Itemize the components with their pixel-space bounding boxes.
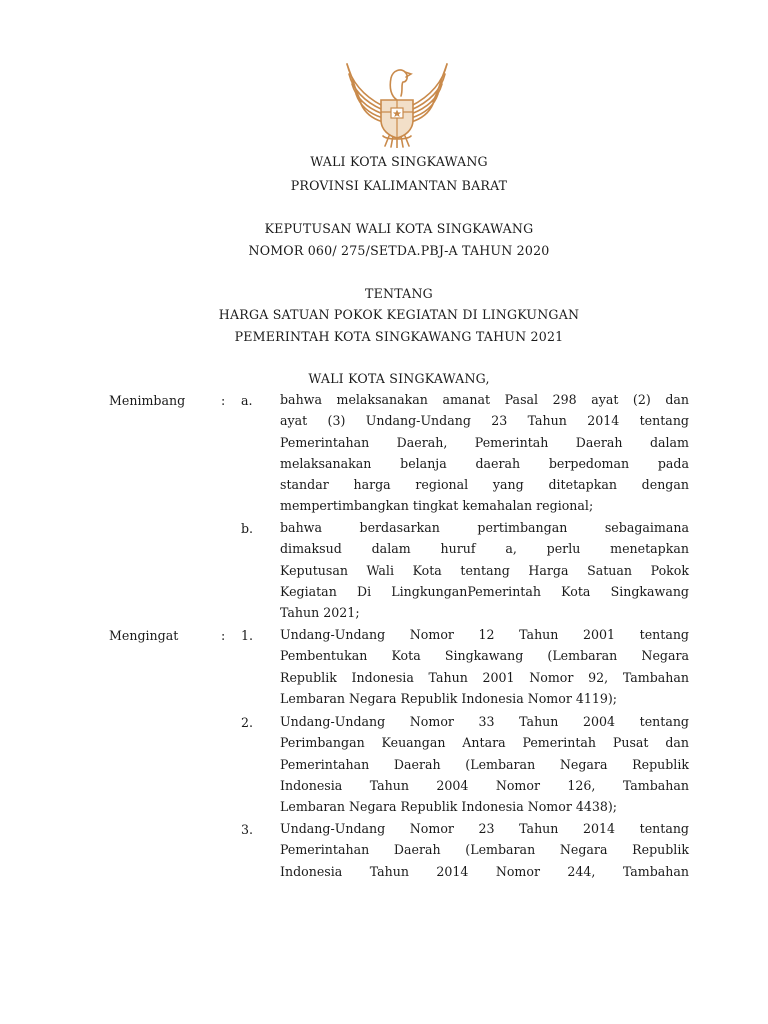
mengingat-item-2 bbox=[280, 711, 689, 817]
text-line: ayat (3) Undang-Undang 23 Tahun 2014 tentang bbox=[280, 413, 689, 429]
text-line: Kegiatan Di LingkunganPemerintah Kota Singkawang bbox=[280, 583, 689, 599]
text-line: Undang-Undang Nomor 12 Tahun 2001 tentang bbox=[280, 627, 689, 642]
text-line: melaksanakan belanja daerah berpedoman pada bbox=[280, 455, 689, 471]
menimbang-item-b bbox=[280, 517, 689, 623]
menimbang-label: Menimbang bbox=[109, 393, 186, 408]
text-line: bahwa berdasarkan pertimbangan sebagaimana bbox=[280, 520, 689, 535]
issuer-name: WALI KOTA SINGKAWANG bbox=[310, 154, 488, 169]
text-line: bahwa melaksanakan amanat Pasal 298 ayat (2) dan bbox=[280, 392, 689, 407]
subject-line-2: PEMERINTAH KOTA SINGKAWANG TAHUN 2021 bbox=[234, 329, 564, 344]
text-line: Lembaran Negara Republik Indonesia Nomor 4438); bbox=[280, 799, 618, 815]
text-line: dimaksud dalam huruf a, perlu menetapkan bbox=[280, 541, 689, 557]
menimbang-item-a bbox=[280, 389, 689, 517]
mengingat-item-3-mark: 3. bbox=[241, 822, 254, 837]
text-line: Perimbangan Keuangan Antara Pemerintah Pusat dan bbox=[280, 735, 689, 751]
issuer-province: PROVINSI KALIMANTAN BARAT bbox=[290, 178, 508, 193]
text-line: Pembentukan Kota Singkawang (Lembaran Negara bbox=[280, 648, 689, 664]
text-line: Keputusan Wali Kota tentang Harga Satuan Pokok bbox=[280, 562, 689, 578]
mengingat-item-3 bbox=[280, 818, 689, 882]
subject-line-1: HARGA SATUAN POKOK KEGIATAN DI LINGKUNGAN bbox=[218, 307, 580, 322]
text-line: Republik Indonesia Tahun 2001 Nomor 92, Tambahan bbox=[280, 669, 689, 685]
garuda-emblem-icon bbox=[343, 56, 451, 148]
menimbang-item-a-mark: a. bbox=[241, 393, 253, 408]
authority-line: WALI KOTA SINGKAWANG, bbox=[308, 371, 490, 386]
text-line: Lembaran Negara Republik Indonesia Nomor 4119); bbox=[280, 690, 618, 706]
text-line: Pemerintahan Daerah, Pemerintah Daerah dalam bbox=[280, 434, 689, 450]
subject-label: TENTANG bbox=[365, 286, 433, 301]
text-line: Indonesia Tahun 2004 Nomor 126, Tambahan bbox=[280, 777, 689, 793]
mengingat-label: Mengingat bbox=[109, 628, 179, 643]
menimbang-colon: : bbox=[221, 393, 226, 408]
decree-title: KEPUTUSAN WALI KOTA SINGKAWANG bbox=[264, 221, 534, 236]
mengingat-colon: : bbox=[221, 628, 226, 643]
menimbang-item-b-mark: b. bbox=[241, 521, 254, 536]
mengingat-item-1 bbox=[280, 624, 689, 709]
text-line: standar harga regional yang ditetapkan dengan bbox=[280, 477, 689, 493]
text-line: Undang-Undang Nomor 23 Tahun 2014 tentang bbox=[280, 821, 689, 836]
mengingat-item-1-mark: 1. bbox=[241, 628, 254, 643]
text-line: mempertimbangkan tingkat kemahalan regional; bbox=[280, 498, 594, 514]
text-line: Pemerintahan Daerah (Lembaran Negara Republik bbox=[280, 842, 689, 858]
text-line: Indonesia Tahun 2014 Nomor 244, Tambahan bbox=[280, 863, 689, 879]
text-line: Pemerintahan Daerah (Lembaran Negara Republik bbox=[280, 756, 689, 772]
text-line: Undang-Undang Nomor 33 Tahun 2004 tentang bbox=[280, 714, 689, 729]
decree-number: NOMOR 060/ 275/SETDA.PBJ-A TAHUN 2020 bbox=[248, 243, 550, 258]
mengingat-item-2-mark: 2. bbox=[241, 715, 254, 730]
text-line: Tahun 2021; bbox=[280, 605, 360, 621]
